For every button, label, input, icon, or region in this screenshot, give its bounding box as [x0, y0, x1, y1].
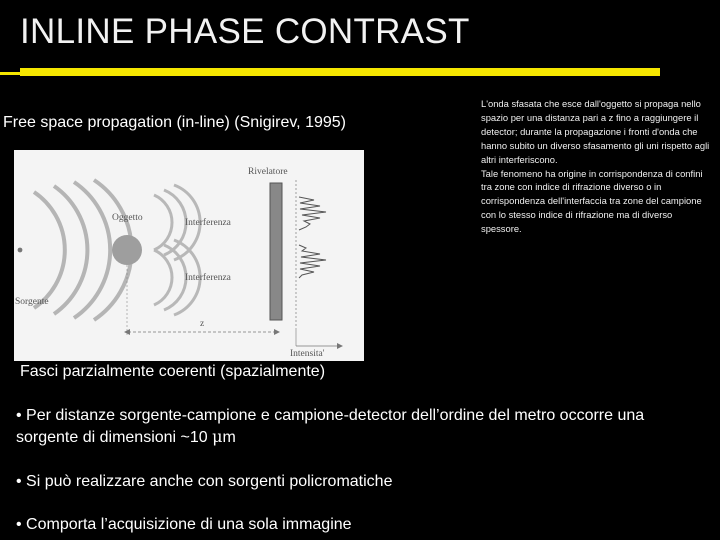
- description-text: [481, 97, 711, 236]
- label-sorgente: Sorgente: [15, 297, 49, 307]
- source-point: [18, 248, 23, 253]
- label-oggetto: Oggetto: [112, 213, 143, 223]
- slide-subtitle: Free space propagation (in-line) (Snigirev, 1995): [3, 114, 346, 131]
- intensity-fringe-bottom: [299, 245, 326, 278]
- unit-mu-symbol: μ: [212, 427, 223, 446]
- label-intensita: Intensita': [290, 349, 325, 359]
- bullet-single-image: • Comporta l’acquisizione di una sola immagine: [16, 516, 352, 533]
- bullet-source-size: [16, 405, 656, 448]
- intensity-fringe-top: [299, 197, 326, 230]
- figure-caption: Fasci parzialmente coerenti (spazialmente): [20, 363, 326, 380]
- slide-title: INLINE PHASE CONTRAST: [20, 12, 470, 51]
- title-underline: [20, 68, 660, 76]
- description-paragraph-1: L'onda sfasata che esce dall'oggetto si propaga nello spazio per una distanza pari a z fino a raggiungere il detector; durante la propagazione i fronti d'onda che hanno subito un diverso sfasamento gli uni rispetto agli altri interferiscono.: [481, 98, 710, 165]
- object-sphere: [112, 235, 142, 265]
- unit-m: m: [222, 429, 236, 446]
- description-paragraph-2: Tale fenomeno ha origine in corrispondenza di confini tra zone con indice di rifrazione diverso o in corrispondenza dell'interfaccia tra zone del campione con lo stesso indice di rifrazione ma di diverso spessore.: [481, 167, 703, 235]
- detector-plate: [270, 183, 282, 320]
- label-interferenza-top: Interferenza: [185, 218, 231, 228]
- bullet-source-size-text: • Per distanze sorgente-campione e campione-detector dell’ordine del metro occorre una sorgente di dimensioni ~10: [16, 407, 645, 446]
- label-interferenza-bottom: Interferenza: [185, 273, 231, 283]
- title-underline-left: [0, 72, 20, 75]
- label-z: z: [200, 319, 205, 329]
- bullet-polychromatic: • Si può realizzare anche con sorgenti policromatiche: [16, 473, 393, 490]
- phase-contrast-diagram: [14, 150, 364, 361]
- label-rivelatore: Rivelatore: [248, 167, 288, 177]
